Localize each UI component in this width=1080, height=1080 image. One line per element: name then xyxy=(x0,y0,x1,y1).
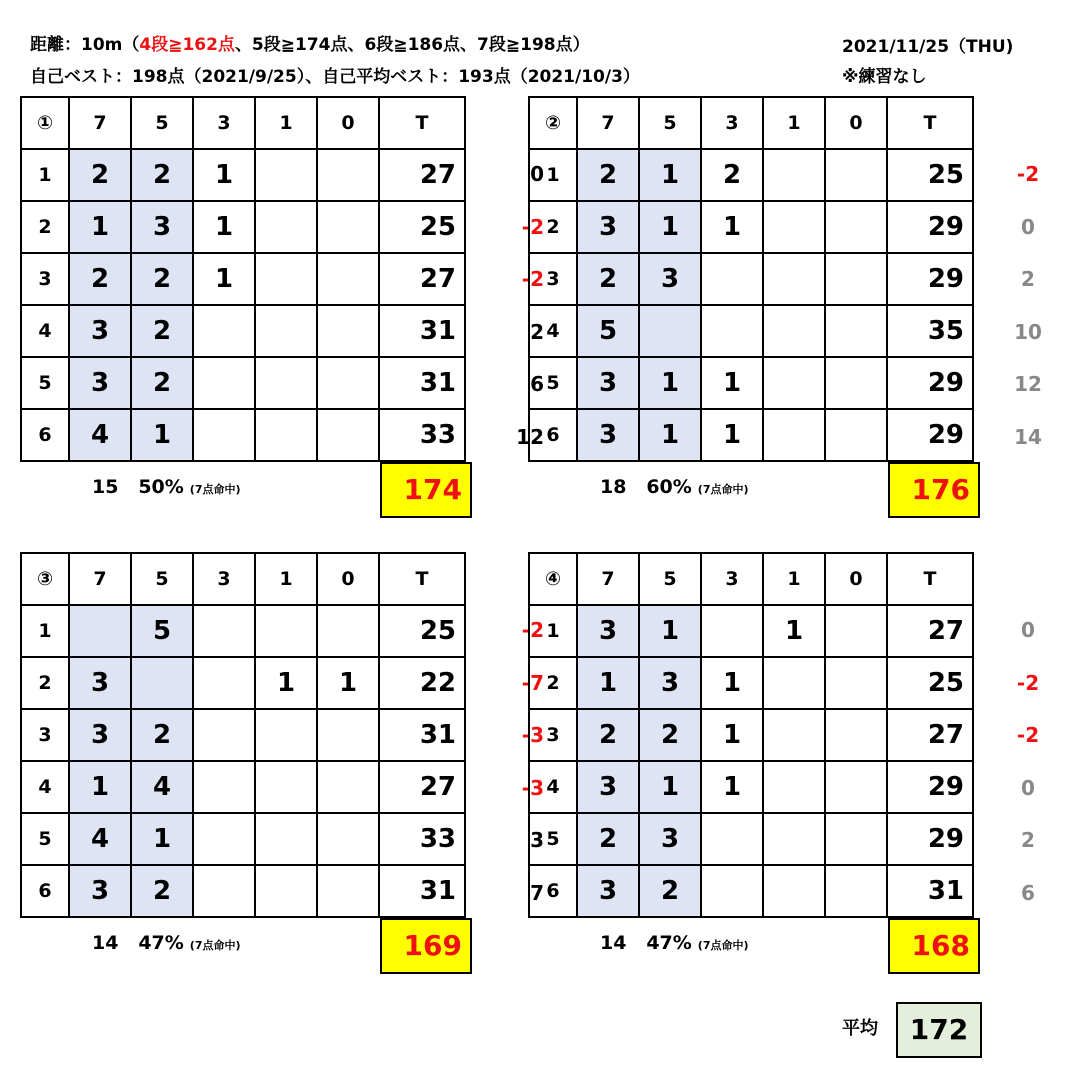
end-total: 27 xyxy=(887,709,973,761)
count-cell: 1 xyxy=(131,813,193,865)
seven-hit-count: 14 xyxy=(92,932,119,954)
count-cell xyxy=(193,813,255,865)
column-header: 7 xyxy=(577,97,639,149)
count-cell xyxy=(255,201,317,253)
count-cell xyxy=(255,357,317,409)
end-row xyxy=(21,409,465,461)
column-header: 1 xyxy=(763,97,825,149)
end-row xyxy=(529,201,973,253)
session-date: 2021/11/25（THU) xyxy=(842,37,1014,57)
count-cell xyxy=(317,149,379,201)
count-cell: 3 xyxy=(69,865,131,917)
end-total: 29 xyxy=(887,357,973,409)
end-number: 1 xyxy=(529,605,577,657)
end-number: 3 xyxy=(21,253,69,305)
count-cell: 2 xyxy=(69,149,131,201)
end-total: 25 xyxy=(379,605,465,657)
seven-hit-percent: 60% xyxy=(646,476,692,498)
cumulative-diff: 3 xyxy=(530,828,544,853)
end-number: 4 xyxy=(529,761,577,813)
end-total: 27 xyxy=(379,149,465,201)
round-label: ④ xyxy=(529,553,577,605)
count-cell xyxy=(193,605,255,657)
count-cell xyxy=(825,657,887,709)
cumulative-diff: -3 xyxy=(521,775,544,800)
round-footer xyxy=(92,920,241,976)
count-cell xyxy=(763,813,825,865)
cumulative-diff: 12 xyxy=(516,424,544,449)
count-cell: 1 xyxy=(701,709,763,761)
count-cell xyxy=(317,357,379,409)
count-cell xyxy=(317,605,379,657)
round-total-box: 174 xyxy=(380,462,472,518)
count-cell xyxy=(69,605,131,657)
distance-label: 距離：10m（ xyxy=(30,35,140,55)
count-cell: 3 xyxy=(577,605,639,657)
seven-hit-note: (7点命中) xyxy=(189,483,241,496)
seven-hit-note: (7点命中) xyxy=(189,939,241,952)
end-row xyxy=(21,813,465,865)
end-row xyxy=(21,357,465,409)
end-total: 27 xyxy=(379,253,465,305)
practice-note: ※練習なし xyxy=(842,67,927,87)
end-number: 2 xyxy=(529,201,577,253)
end-row xyxy=(21,865,465,917)
end-number: 3 xyxy=(529,709,577,761)
seven-hit-count: 18 xyxy=(600,476,627,498)
column-header: 7 xyxy=(69,97,131,149)
count-cell xyxy=(193,709,255,761)
cumulative-diff: 14 xyxy=(1014,424,1042,449)
end-total: 29 xyxy=(887,409,973,461)
column-header: 3 xyxy=(701,97,763,149)
count-cell xyxy=(317,761,379,813)
end-total: 25 xyxy=(379,201,465,253)
round-label: ① xyxy=(21,97,69,149)
round-total-box: 168 xyxy=(888,918,980,974)
count-cell: 2 xyxy=(131,253,193,305)
count-cell xyxy=(317,409,379,461)
count-cell xyxy=(825,605,887,657)
seven-hit-count: 14 xyxy=(600,932,627,954)
end-row xyxy=(529,409,973,461)
end-number: 2 xyxy=(21,201,69,253)
count-cell xyxy=(763,253,825,305)
count-cell: 4 xyxy=(131,761,193,813)
round-2-panel xyxy=(528,96,1080,526)
count-cell xyxy=(639,305,701,357)
seven-hit-note: (7点命中) xyxy=(697,939,749,952)
round-label: ② xyxy=(529,97,577,149)
end-row xyxy=(21,709,465,761)
count-cell xyxy=(193,357,255,409)
column-header: 3 xyxy=(701,553,763,605)
cumulative-diff: -2 xyxy=(521,214,544,239)
end-number: 3 xyxy=(21,709,69,761)
end-row xyxy=(529,305,973,357)
count-cell xyxy=(701,605,763,657)
header-row xyxy=(21,553,465,605)
round-footer xyxy=(600,920,749,976)
end-number: 5 xyxy=(529,813,577,865)
count-cell: 2 xyxy=(131,865,193,917)
count-cell: 2 xyxy=(577,709,639,761)
column-header: 0 xyxy=(317,553,379,605)
round-total-box: 176 xyxy=(888,462,980,518)
count-cell xyxy=(255,149,317,201)
end-total: 29 xyxy=(887,253,973,305)
end-total: 27 xyxy=(379,761,465,813)
count-cell xyxy=(825,201,887,253)
count-cell xyxy=(317,305,379,357)
column-header: 5 xyxy=(639,97,701,149)
count-cell xyxy=(701,865,763,917)
count-cell xyxy=(193,865,255,917)
end-number: 5 xyxy=(21,357,69,409)
end-total: 25 xyxy=(887,149,973,201)
count-cell xyxy=(825,253,887,305)
count-cell: 1 xyxy=(701,657,763,709)
end-number: 6 xyxy=(21,865,69,917)
end-total: 29 xyxy=(887,813,973,865)
end-row xyxy=(529,813,973,865)
count-cell: 1 xyxy=(701,201,763,253)
round-footer xyxy=(600,464,749,520)
count-cell xyxy=(763,305,825,357)
diff-column xyxy=(998,604,1058,920)
count-cell: 2 xyxy=(577,149,639,201)
count-cell xyxy=(763,409,825,461)
seven-hit-count: 15 xyxy=(92,476,119,498)
count-cell xyxy=(255,253,317,305)
score-table xyxy=(20,552,466,918)
count-cell: 2 xyxy=(131,357,193,409)
count-cell: 3 xyxy=(69,305,131,357)
end-total: 33 xyxy=(379,813,465,865)
count-cell: 1 xyxy=(639,357,701,409)
count-cell: 3 xyxy=(577,761,639,813)
count-cell: 2 xyxy=(701,149,763,201)
count-cell: 1 xyxy=(639,605,701,657)
column-header: 3 xyxy=(193,553,255,605)
end-total: 31 xyxy=(379,357,465,409)
cumulative-diff: 6 xyxy=(1021,880,1035,905)
score-table xyxy=(528,96,974,462)
column-header: 5 xyxy=(131,97,193,149)
end-number: 5 xyxy=(21,813,69,865)
end-number: 1 xyxy=(21,149,69,201)
end-number: 6 xyxy=(529,865,577,917)
round-total-box: 169 xyxy=(380,918,472,974)
cumulative-diff: -7 xyxy=(521,670,544,695)
score-table xyxy=(528,552,974,918)
end-row xyxy=(21,657,465,709)
seven-hit-percent: 47% xyxy=(646,932,692,954)
average-score-box: 172 xyxy=(896,1002,982,1058)
count-cell xyxy=(255,813,317,865)
count-cell: 2 xyxy=(577,253,639,305)
end-total: 35 xyxy=(887,305,973,357)
score-table xyxy=(20,96,466,462)
count-cell: 2 xyxy=(69,253,131,305)
count-cell: 3 xyxy=(577,357,639,409)
count-cell: 2 xyxy=(131,709,193,761)
count-cell: 1 xyxy=(255,657,317,709)
end-number: 2 xyxy=(21,657,69,709)
end-number: 3 xyxy=(529,253,577,305)
column-header: 3 xyxy=(193,97,255,149)
count-cell: 1 xyxy=(193,253,255,305)
cumulative-diff: -2 xyxy=(521,267,544,292)
count-cell: 2 xyxy=(131,149,193,201)
end-row xyxy=(21,149,465,201)
count-cell: 1 xyxy=(69,761,131,813)
rank-thresholds: 、5段≧174点、6段≧186点、7段≧198点） xyxy=(234,35,590,55)
end-total: 31 xyxy=(887,865,973,917)
column-header: 0 xyxy=(317,97,379,149)
column-header: 0 xyxy=(825,97,887,149)
header-row xyxy=(529,553,973,605)
end-number: 2 xyxy=(529,657,577,709)
count-cell xyxy=(317,813,379,865)
end-number: 1 xyxy=(529,149,577,201)
end-total: 22 xyxy=(379,657,465,709)
end-total: 29 xyxy=(887,201,973,253)
count-cell: 3 xyxy=(639,813,701,865)
count-cell xyxy=(763,657,825,709)
cumulative-diff: 2 xyxy=(530,319,544,344)
count-cell: 1 xyxy=(193,149,255,201)
end-row xyxy=(21,253,465,305)
personal-best-line: 自己ベスト：198点（2021/9/25）、自己平均ベスト：193点（2021/10/3） xyxy=(30,67,640,87)
end-number: 1 xyxy=(21,605,69,657)
count-cell xyxy=(255,761,317,813)
cumulative-diff: -2 xyxy=(1016,670,1040,695)
cumulative-diff: 0 xyxy=(1021,214,1035,239)
count-cell xyxy=(317,865,379,917)
round-4-panel xyxy=(528,552,1080,982)
count-cell: 1 xyxy=(69,201,131,253)
count-cell: 3 xyxy=(639,253,701,305)
count-cell: 3 xyxy=(577,201,639,253)
column-header: T xyxy=(887,97,973,149)
count-cell: 3 xyxy=(69,709,131,761)
end-number: 4 xyxy=(529,305,577,357)
round-1-panel xyxy=(20,96,580,526)
average-label: 平均 xyxy=(842,1018,878,1039)
count-cell xyxy=(701,253,763,305)
count-cell xyxy=(255,605,317,657)
cumulative-diff: 0 xyxy=(530,162,544,186)
count-cell: 3 xyxy=(577,865,639,917)
count-cell xyxy=(825,865,887,917)
count-cell xyxy=(825,709,887,761)
end-total: 31 xyxy=(379,865,465,917)
end-total: 25 xyxy=(887,657,973,709)
end-number: 6 xyxy=(21,409,69,461)
end-total: 31 xyxy=(379,709,465,761)
column-header: T xyxy=(379,97,465,149)
end-row xyxy=(529,357,973,409)
column-header: 7 xyxy=(69,553,131,605)
end-row xyxy=(529,657,973,709)
round-footer xyxy=(92,464,241,520)
column-header: 5 xyxy=(639,553,701,605)
round-label: ③ xyxy=(21,553,69,605)
cumulative-diff: 0 xyxy=(1021,775,1035,800)
cumulative-diff: 2 xyxy=(1021,267,1035,292)
count-cell: 1 xyxy=(193,201,255,253)
count-cell xyxy=(255,305,317,357)
count-cell xyxy=(825,357,887,409)
column-header: 7 xyxy=(577,553,639,605)
end-total: 31 xyxy=(379,305,465,357)
end-row xyxy=(529,865,973,917)
column-header: T xyxy=(887,553,973,605)
count-cell: 5 xyxy=(577,305,639,357)
count-cell xyxy=(763,357,825,409)
count-cell xyxy=(763,201,825,253)
count-cell: 1 xyxy=(317,657,379,709)
seven-hit-percent: 50% xyxy=(138,476,184,498)
column-header: 1 xyxy=(255,553,317,605)
count-cell xyxy=(825,305,887,357)
count-cell xyxy=(763,865,825,917)
end-row xyxy=(529,605,973,657)
end-total: 29 xyxy=(887,761,973,813)
count-cell xyxy=(317,201,379,253)
count-cell xyxy=(763,761,825,813)
cumulative-diff: 12 xyxy=(1014,372,1042,397)
end-row xyxy=(529,709,973,761)
end-row xyxy=(21,605,465,657)
count-cell: 2 xyxy=(639,865,701,917)
count-cell: 3 xyxy=(577,409,639,461)
count-cell xyxy=(825,409,887,461)
count-cell xyxy=(193,657,255,709)
cumulative-diff: 2 xyxy=(1021,828,1035,853)
column-header: 0 xyxy=(825,553,887,605)
count-cell xyxy=(763,709,825,761)
header-line-1 xyxy=(30,30,590,55)
count-cell: 1 xyxy=(639,761,701,813)
round-3-panel xyxy=(20,552,580,982)
count-cell xyxy=(255,865,317,917)
column-header: 5 xyxy=(131,553,193,605)
count-cell xyxy=(193,409,255,461)
end-number: 4 xyxy=(21,305,69,357)
count-cell: 1 xyxy=(577,657,639,709)
count-cell xyxy=(825,813,887,865)
column-header: 1 xyxy=(763,553,825,605)
diff-column xyxy=(998,148,1058,464)
seven-hit-note: (7点命中) xyxy=(697,483,749,496)
count-cell xyxy=(317,253,379,305)
end-number: 4 xyxy=(21,761,69,813)
count-cell: 1 xyxy=(701,357,763,409)
count-cell xyxy=(763,149,825,201)
count-cell xyxy=(825,149,887,201)
count-cell: 1 xyxy=(131,409,193,461)
cumulative-diff: -2 xyxy=(521,618,544,642)
count-cell: 5 xyxy=(131,605,193,657)
cumulative-diff: 0 xyxy=(1021,618,1035,642)
header-row xyxy=(529,97,973,149)
cumulative-diff: 10 xyxy=(1014,319,1042,344)
end-total: 33 xyxy=(379,409,465,461)
column-header: T xyxy=(379,553,465,605)
count-cell: 3 xyxy=(131,201,193,253)
count-cell xyxy=(193,305,255,357)
end-number: 6 xyxy=(529,409,577,461)
end-row xyxy=(21,761,465,813)
end-row xyxy=(529,149,973,201)
cumulative-diff: 6 xyxy=(530,372,544,397)
count-cell: 1 xyxy=(639,409,701,461)
end-row xyxy=(21,201,465,253)
cumulative-diff: -2 xyxy=(1016,162,1040,186)
count-cell: 4 xyxy=(69,813,131,865)
count-cell xyxy=(825,761,887,813)
count-cell xyxy=(255,709,317,761)
cumulative-diff: 7 xyxy=(530,880,544,905)
count-cell: 2 xyxy=(131,305,193,357)
count-cell xyxy=(193,761,255,813)
count-cell: 1 xyxy=(639,201,701,253)
count-cell: 1 xyxy=(639,149,701,201)
count-cell: 1 xyxy=(763,605,825,657)
end-number: 5 xyxy=(529,357,577,409)
count-cell xyxy=(131,657,193,709)
rank-threshold-highlight: 4段≧162点 xyxy=(139,35,235,55)
seven-hit-percent: 47% xyxy=(138,932,184,954)
cumulative-diff: -2 xyxy=(1016,723,1040,748)
count-cell xyxy=(317,709,379,761)
count-cell: 2 xyxy=(577,813,639,865)
cumulative-diff: -3 xyxy=(521,723,544,748)
header-row xyxy=(21,97,465,149)
count-cell: 3 xyxy=(639,657,701,709)
count-cell: 1 xyxy=(701,761,763,813)
count-cell: 3 xyxy=(69,357,131,409)
end-row xyxy=(529,761,973,813)
count-cell: 1 xyxy=(701,409,763,461)
count-cell: 3 xyxy=(69,657,131,709)
end-total: 27 xyxy=(887,605,973,657)
count-cell xyxy=(701,305,763,357)
count-cell xyxy=(255,409,317,461)
column-header: 1 xyxy=(255,97,317,149)
count-cell: 2 xyxy=(639,709,701,761)
count-cell: 4 xyxy=(69,409,131,461)
end-row xyxy=(21,305,465,357)
end-row xyxy=(529,253,973,305)
count-cell xyxy=(701,813,763,865)
